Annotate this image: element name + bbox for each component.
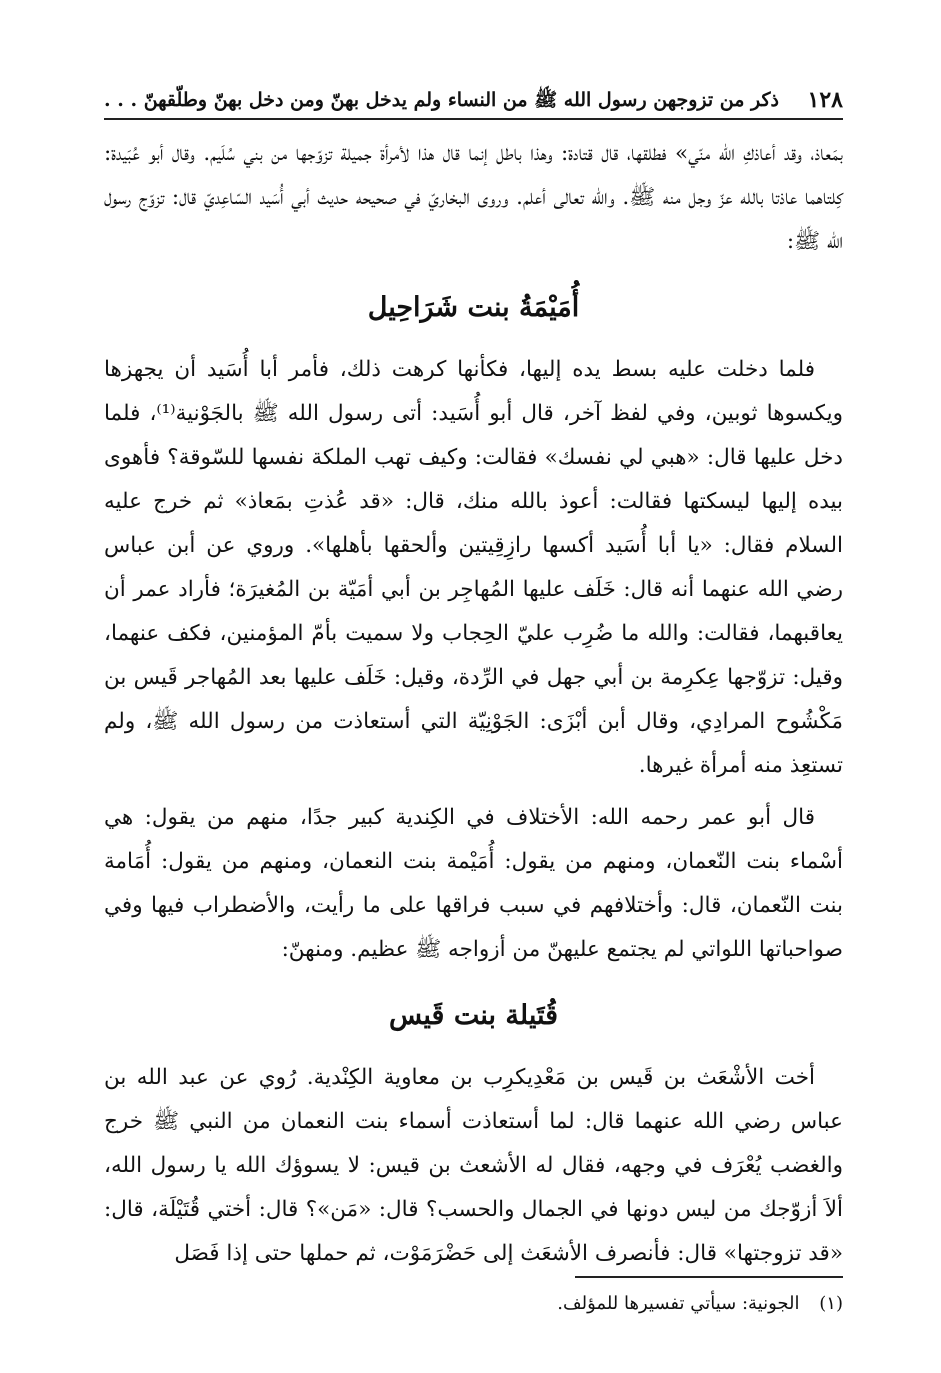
footnote-divider xyxy=(575,1276,843,1278)
paragraph-abu-umar: قال أبو عمر رحمه الله: الأختلاف في الكِندية كبير جدًا، منهم من يقول: هي أسْماء بنت النّعمان، ومنهم من يقول: أُمَيْمة بنت النعمان، ومنهم من يقول: أُمَامة بنت النّعمان، قال: وأختلافهم في سبب فراقها على ما رأيت، والأضطراب فيها وفي صواحباتها اللواتي لم يجتمع عليهنّ من أزواجه ﷺ عظيم. ومنهنّ: xyxy=(104,805,843,962)
footnote-text: الجونية: سيأتي تفسيرها للمؤلف. xyxy=(557,1293,800,1314)
paragraph-umaima-story: فلما دخلت عليه بسط يده إليها، فكأنها كرهت ذلك، فأمر أبا أُسَيد أن يجهزها ويكسوها ثوبين، وفي لفظ آخر، قال أبو أُسَيد: أتى رسول الله ﷺ بالجَوْنية⁽¹⁾، فلما دخل عليها قال: «هبي لي نفسك» فقالت: وكيف تهب الملكة نفسها للسّوقة؟ فأهوى بيده إليها ليسكتها فقالت: أعوذ بالله منك، قال: «قد عُذتِ بمَعاذ» ثم خرج عليه السلام فقال: «يا أبا أُسَيد أكسها رازِقِيتين وألحقها بأهلها». وروي عن أبن عباس رضي الله عنهما أنه قال: خَلَف عليها المُهاجِر بن أبي أمَيّة بن المُغيرَة؛ فأراد عمر أن يعاقبهما، فقالت: والله ما ضُرِب عليّ الحِجاب ولا سميت بأمّ المؤمنين، فكف عنهما، وقيل: تزوّجها عِكرِمة بن أبي جهل في الرِّدة، وقيل: خَلَف عليها بعد المُهاجر قَيس بن مَكْشُوح المرادِي، وقال أبن أبْزَى: الجَوْنِيّة التي أستعاذت من رسول الله ﷺ، ولم تستعِذ منه أمرأة غيرها. xyxy=(104,357,843,778)
paragraph-qutaila-story: أخت الأشْعَث بن قَيس بن مَعْدِيكرِب بن معاوية الكِنْدية. رُوي عن عبد الله بن عباس رضي الله عنهما قال: لما أستعاذت أسماء بنت النعمان من النبي ﷺ خرج والغضب يُعْرَف في وجهه، فقال له الأشعث بن قيس: لا يسوؤك الله يا رسول الله، ألاَ أزوّجك من ليس دونها في الجمال والحسب؟ قال: «مَن»؟ قال: أختي قُتَيْلَة، قال: «قد تزوجتها» قال: فأنصرف الأشعَث إلى حَضْرَمَوْت، ثم حملها حتى إذا فَصَل xyxy=(104,1065,843,1266)
section-heading-umaima: أُمَيْمَةُ بنت شَرَاحِيل xyxy=(367,292,580,323)
running-title: ذكر من تزوجهن رسول الله ﷺ من النساء ولم يدخل بهنّ ومن دخل بهنّ وطلّقهنّ . . . xyxy=(104,89,780,111)
footnote-number: (١) xyxy=(819,1293,843,1314)
footnote xyxy=(104,1290,843,1318)
opening-paragraph: بمَعاذ، وقد أعاذكِ الله منّي» فطلقها، قال قتادة: وهذا باطل إنما قال هذا لأمرأة جميلة تزوّجها من بني سُلَيم. وقال أبو عُبَيدة: كِلتاهما عاذتا بالله عزّ وجل منه ﷺ. والله تعالى أعلم. وروى البخاريّ في صحيحه حديث أبي أُسَيد السّاعِديّ قال: تزوّج رسول الله ﷺ: xyxy=(104,141,843,254)
section-heading-qutaila: قُتَيلة بنت قَيس xyxy=(388,1000,559,1031)
page-number: ١٢٨ xyxy=(807,87,843,113)
page-body xyxy=(104,132,843,1276)
running-header xyxy=(104,86,843,120)
